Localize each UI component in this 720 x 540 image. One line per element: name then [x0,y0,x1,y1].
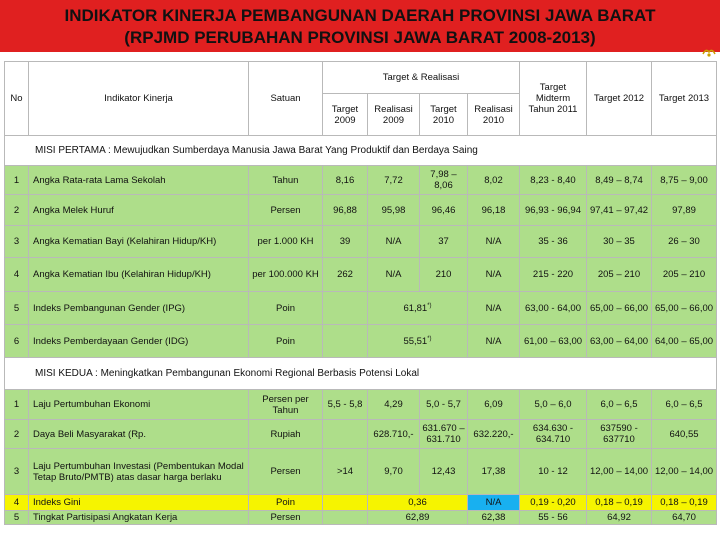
cell-indicator: Angka Rata-rata Lama Sekolah [29,166,249,195]
cell-realisasi-2009: 95,98 [368,195,420,226]
table-row [5,449,717,495]
cell-target-2013: 12,00 – 14,00 [652,449,717,495]
cell-target-2009: 39 [323,226,368,258]
cell-realisasi-2009: N/A [368,258,420,292]
cell-value: 55,51 [403,336,428,348]
cell-indicator: Indeks Pemberdayaan Gender (IDG) [29,325,249,358]
cell-realisasi-2010: N/A [468,292,520,325]
cell-unit: Persen per Tahun [249,390,323,420]
title-line-2: (RPJMD PERUBAHAN PROVINSI JAWA BARAT 2008-2013) [124,28,596,47]
cell-value: 61,81 [403,303,428,315]
cell-realisasi-2010: 6,09 [468,390,520,420]
header-target-2009: Target 2009 [323,94,368,136]
cell-midterm: 5,0 – 6,0 [520,390,587,420]
cell-midterm: 63,00 - 64,00 [520,292,587,325]
cell-target-2010: 96,46 [420,195,468,226]
cell-target-2013: 64,00 – 65,00 [652,325,717,358]
table-row [5,195,717,226]
cell-target-2013: 65,00 – 66,00 [652,292,717,325]
header-target-2012: Target 2012 [587,62,652,136]
cell-target-2009 [323,420,368,449]
cell-no: 5 [5,511,29,525]
cell-realisasi-2010: 62,38 [468,511,520,525]
cell-no: 3 [5,226,29,258]
cell-midterm: 96,93 - 96,94 [520,195,587,226]
cell-unit: Poin [249,325,323,358]
table-row [5,420,717,449]
cell-target-2012: 64,92 [587,511,652,525]
ornament-icon [702,46,716,58]
cell-target-2013: 8,75 – 9,00 [652,166,717,195]
table-row [5,390,717,420]
cell-target-2013: 26 – 30 [652,226,717,258]
cell-target-2010: 210 [420,258,468,292]
cell-target-2010: 12,43 [420,449,468,495]
mission-1-label: MISI PERTAMA : Mewujudkan Sumberdaya Manusia Jawa Barat Yang Produktif dan Berdaya Saing [5,136,717,166]
table-row [5,511,717,525]
cell-target-2009 [323,495,368,511]
cell-target-2009: 96,88 [323,195,368,226]
cell-realisasi-2010: 8,02 [468,166,520,195]
header-indikator: Indikator Kinerja [29,62,249,136]
page-title [0,0,720,52]
cell-realisasi-2010: 17,38 [468,449,520,495]
cell-target-2012: 8,49 – 8,74 [587,166,652,195]
cell-target-2012: 12,00 – 14,00 [587,449,652,495]
cell-target-2013: 97,89 [652,195,717,226]
cell-indicator: Indeks Gini [29,495,249,511]
table-row [5,495,717,511]
cell-realisasi-2010: 632.220,- [468,420,520,449]
cell-target-2012: 97,41 – 97,42 [587,195,652,226]
header-no: No [5,62,29,136]
footnote-marker: *) [427,303,432,310]
cell-realisasi-2010: N/A [468,325,520,358]
cell-midterm: 215 - 220 [520,258,587,292]
cell-indicator: Angka Melek Huruf [29,195,249,226]
cell-no: 5 [5,292,29,325]
cell-realisasi-2009: N/A [368,226,420,258]
cell-target-2009 [323,511,368,525]
cell-no: 2 [5,195,29,226]
table-row [5,166,717,195]
cell-target-2012: 30 – 35 [587,226,652,258]
header-midterm-label: Target Midterm [535,82,571,104]
header-realisasi-2010: Realisasi 2010 [468,94,520,136]
header-realisasi-2009: Realisasi 2009 [368,94,420,136]
cell-target-2009: >14 [323,449,368,495]
cell-target-2010: 7,98 – 8,06 [420,166,468,195]
header-midterm [520,62,587,136]
cell-midterm: 634.630 - 634.710 [520,420,587,449]
cell-no: 1 [5,166,29,195]
cell-target-2012: 63,00 – 64,00 [587,325,652,358]
cell-realisasi-2010: N/A [468,495,520,511]
cell-no: 3 [5,449,29,495]
cell-target-2013: 205 – 210 [652,258,717,292]
cell-realisasi-2009: 9,70 [368,449,420,495]
table-row [5,292,717,325]
cell-indicator: Laju Pertumbuhan Ekonomi [29,390,249,420]
cell-realisasi-2009 [368,292,468,325]
header-satuan: Satuan [249,62,323,136]
indicator-table [4,61,717,525]
header-target-2013: Target 2013 [652,62,717,136]
cell-target-2012: 0,18 – 0,19 [587,495,652,511]
cell-indicator: Indeks Pembangunan Gender (IPG) [29,292,249,325]
cell-indicator: Laju Pertumbuhan Investasi (Pembentukan Modal Tetap Bruto/PMTB) atas dasar harga berlaku [29,449,249,495]
header-midterm-year: Tahun 2011 [528,104,578,115]
cell-realisasi-2009 [368,325,468,358]
cell-target-2009: 8,16 [323,166,368,195]
cell-target-2012: 637590 - 637710 [587,420,652,449]
cell-indicator: Angka Kematian Bayi (Kelahiran Hidup/KH) [29,226,249,258]
cell-realisasi-2009: 4,29 [368,390,420,420]
cell-no: 6 [5,325,29,358]
footnote-marker: *) [427,336,432,343]
cell-realisasi-2010: N/A [468,226,520,258]
cell-realisasi-2009: 7,72 [368,166,420,195]
cell-unit: Rupiah [249,420,323,449]
cell-no: 1 [5,390,29,420]
cell-indicator: Daya Beli Masyarakat (Rp. [29,420,249,449]
cell-unit: Persen [249,449,323,495]
cell-indicator: Tingkat Partisipasi Angkatan Kerja [29,511,249,525]
cell-no: 4 [5,258,29,292]
cell-unit: Poin [249,495,323,511]
cell-target-2009 [323,325,368,358]
cell-unit: per 100.000 KH [249,258,323,292]
cell-target-2010: 37 [420,226,468,258]
cell-realisasi-2009: 62,89 [368,511,468,525]
cell-unit: Tahun [249,166,323,195]
cell-midterm: 55 - 56 [520,511,587,525]
cell-target-2013: 64,70 [652,511,717,525]
cell-target-2013: 640,55 [652,420,717,449]
cell-unit: Persen [249,195,323,226]
cell-target-2012: 6,0 – 6,5 [587,390,652,420]
cell-realisasi-2009: 0,36 [368,495,468,511]
cell-target-2010: 5,0 - 5,7 [420,390,468,420]
cell-target-2013: 0,18 – 0,19 [652,495,717,511]
table-row [5,226,717,258]
cell-target-2010: 631.670 – 631.710 [420,420,468,449]
cell-midterm: 8,23 - 8,40 [520,166,587,195]
cell-realisasi-2010: 96,18 [468,195,520,226]
mission-row [5,358,717,390]
cell-no: 4 [5,495,29,511]
cell-target-2009 [323,292,368,325]
cell-unit: per 1.000 KH [249,226,323,258]
cell-target-2009: 262 [323,258,368,292]
cell-realisasi-2009: 628.710,- [368,420,420,449]
header-target-realisasi: Target & Realisasi [323,62,520,94]
mission-2-label: MISI KEDUA : Meningkatkan Pembangunan Ekonomi Regional Berbasis Potensi Lokal [5,358,717,390]
cell-midterm: 10 - 12 [520,449,587,495]
table-row [5,325,717,358]
cell-indicator: Angka Kematian Ibu (Kelahiran Hidup/KH) [29,258,249,292]
cell-unit: Poin [249,292,323,325]
cell-midterm: 61,00 – 63,00 [520,325,587,358]
cell-target-2013: 6,0 – 6,5 [652,390,717,420]
cell-midterm: 35 - 36 [520,226,587,258]
cell-target-2012: 65,00 – 66,00 [587,292,652,325]
cell-target-2009: 5,5 - 5,8 [323,390,368,420]
cell-no: 2 [5,420,29,449]
cell-unit: Persen [249,511,323,525]
title-line-1: INDIKATOR KINERJA PEMBANGUNAN DAERAH PROVINSI JAWA BARAT [64,6,656,25]
cell-target-2012: 205 – 210 [587,258,652,292]
table-row [5,258,717,292]
cell-midterm: 0,19 - 0,20 [520,495,587,511]
mission-row [5,136,717,166]
header-target-2010: Target 2010 [420,94,468,136]
cell-realisasi-2010: N/A [468,258,520,292]
